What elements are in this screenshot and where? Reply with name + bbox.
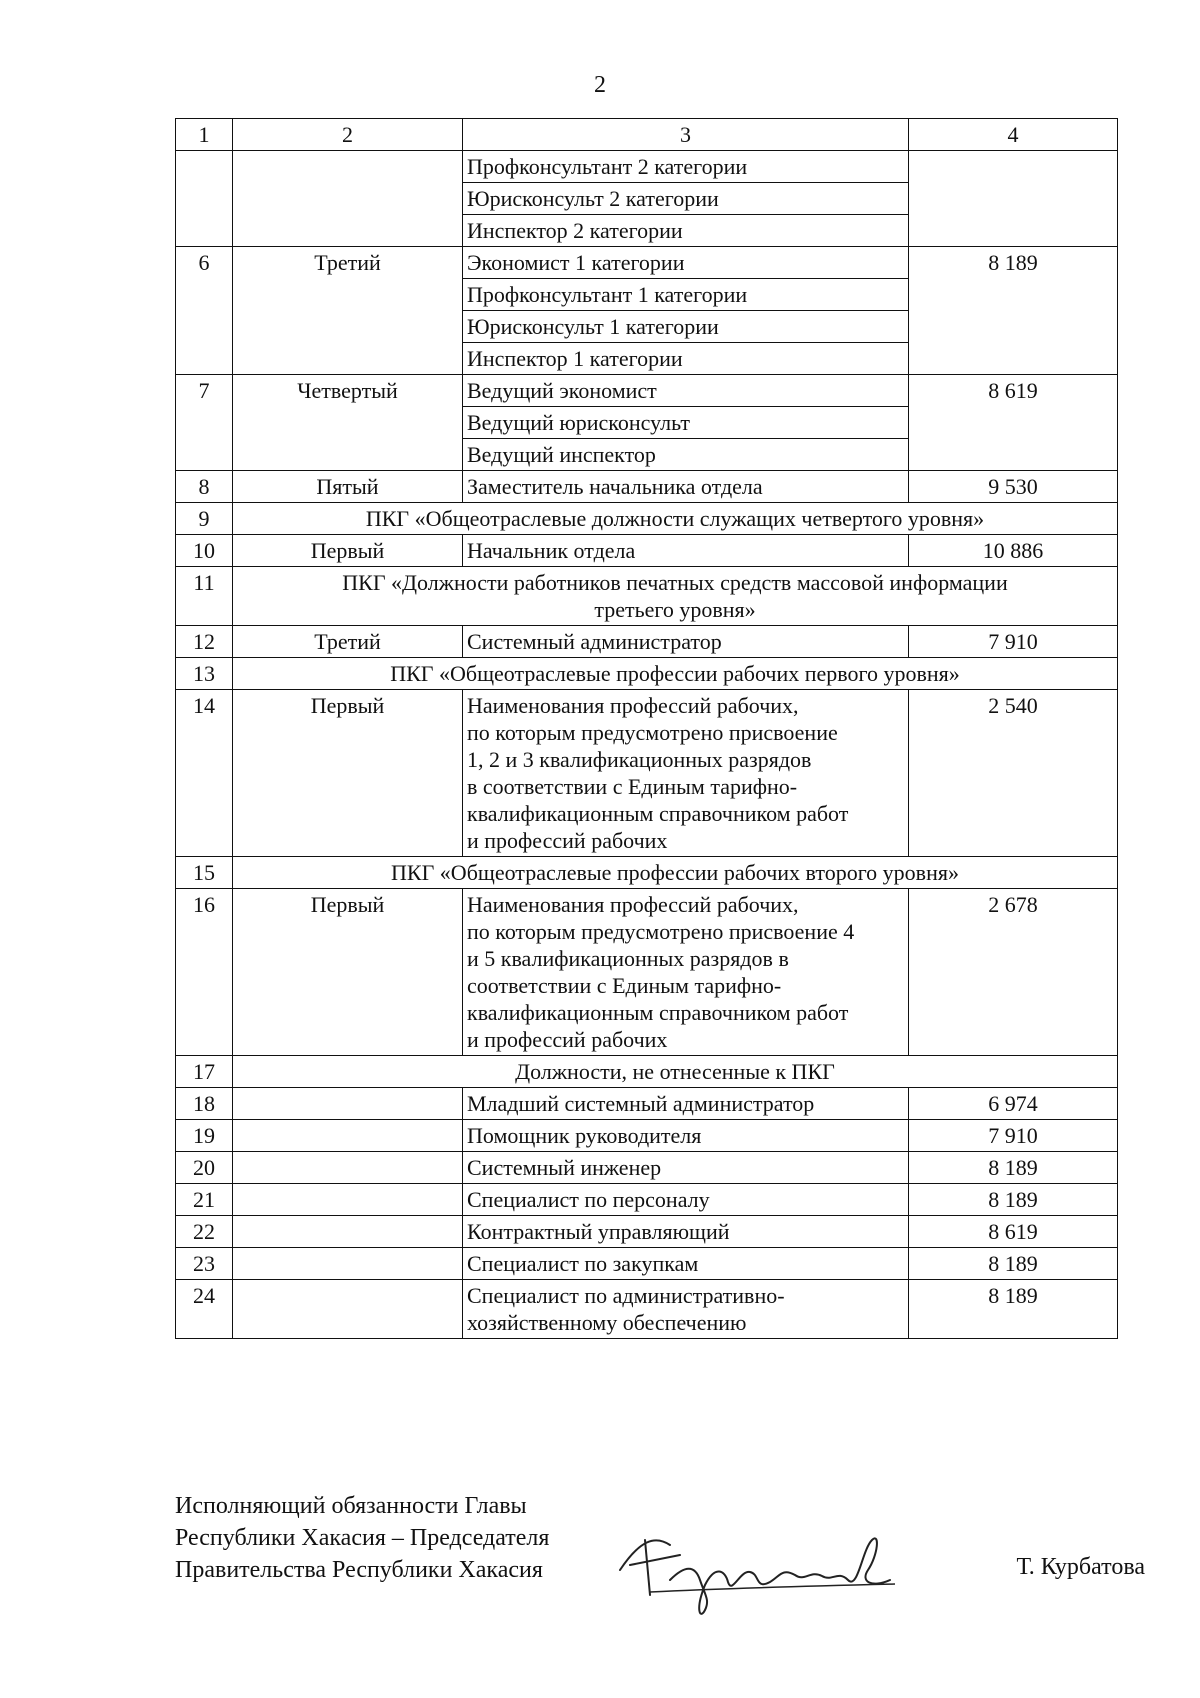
position-cell: Системный администратор: [463, 626, 909, 658]
number-cell: 24: [176, 1280, 233, 1339]
table-row: [176, 1088, 1118, 1120]
group-heading: ПКГ «Общеотраслевые должности служащих четвертого уровня»: [233, 503, 1118, 535]
position-line: и профессий рабочих: [467, 828, 668, 853]
level-cell: [233, 1280, 463, 1339]
position-line: и 5 квалификационных разрядов в: [467, 946, 789, 971]
level-cell: Третий: [233, 247, 463, 375]
level-cell: Первый: [233, 690, 463, 857]
position-cell: [463, 889, 909, 1056]
position-cell: Начальник отдела: [463, 535, 909, 567]
position-line: Специалист по административно-: [467, 1283, 785, 1308]
signature-block: [175, 1490, 1145, 1630]
table-row: [176, 471, 1118, 503]
level-cell: [233, 1248, 463, 1280]
salary-cell: 8 189: [909, 1184, 1118, 1216]
number-cell: 7: [176, 375, 233, 471]
position-cell: Профконсультант 1 категории: [463, 279, 909, 311]
page-number: 2: [594, 72, 606, 98]
table-row: [176, 626, 1118, 658]
group-row: [176, 567, 1118, 626]
number-cell: 19: [176, 1120, 233, 1152]
number-cell: 13: [176, 658, 233, 690]
table-row: [176, 151, 1118, 183]
level-cell: [233, 1120, 463, 1152]
number-cell: 22: [176, 1216, 233, 1248]
salary-cell: 2 540: [909, 690, 1118, 857]
position-cell: Профконсультант 2 категории: [463, 151, 909, 183]
table-row: [176, 690, 1118, 857]
level-cell: [233, 1184, 463, 1216]
level-cell: [233, 1216, 463, 1248]
group-heading: Должности, не отнесенные к ПКГ: [233, 1056, 1118, 1088]
salary-cell: 8 189: [909, 1280, 1118, 1339]
position-cell: Ведущий экономист: [463, 375, 909, 407]
position-cell: Младший системный администратор: [463, 1088, 909, 1120]
salary-cell: 9 530: [909, 471, 1118, 503]
signatory-title-line: Правительства Республики Хакасия: [175, 1557, 543, 1583]
number-cell: 8: [176, 471, 233, 503]
position-line: Наименования профессий рабочих,: [467, 693, 799, 718]
group-heading: ПКГ «Общеотраслевые профессии рабочих второго уровня»: [233, 857, 1118, 889]
position-line: по которым предусмотрено присвоение: [467, 720, 838, 745]
position-cell: Системный инженер: [463, 1152, 909, 1184]
salary-cell: 8 619: [909, 375, 1118, 471]
number-cell: 18: [176, 1088, 233, 1120]
number-cell: 14: [176, 690, 233, 857]
position-cell: Помощник руководителя: [463, 1120, 909, 1152]
position-cell: [463, 1280, 909, 1339]
table-row: [176, 889, 1118, 1056]
header-col-1: 1: [176, 119, 233, 151]
number-cell: [176, 151, 233, 247]
number-cell: 21: [176, 1184, 233, 1216]
position-cell: Заместитель начальника отдела: [463, 471, 909, 503]
number-cell: 12: [176, 626, 233, 658]
group-row: [176, 1056, 1118, 1088]
number-cell: 23: [176, 1248, 233, 1280]
header-col-4: 4: [909, 119, 1118, 151]
position-cell: Специалист по персоналу: [463, 1184, 909, 1216]
number-cell: 11: [176, 567, 233, 626]
position-cell: Ведущий инспектор: [463, 439, 909, 471]
salary-cell: 2 678: [909, 889, 1118, 1056]
signatory-title: [175, 1490, 549, 1586]
position-cell: Экономист 1 категории: [463, 247, 909, 279]
group-row: [176, 658, 1118, 690]
position-line: и профессий рабочих: [467, 1027, 668, 1052]
group-row: [176, 857, 1118, 889]
salary-cell: 7 910: [909, 626, 1118, 658]
salary-cell: 8 189: [909, 1248, 1118, 1280]
position-line: квалификационным справочником работ: [467, 801, 849, 826]
position-line: квалификационным справочником работ: [467, 1000, 849, 1025]
level-cell: Первый: [233, 889, 463, 1056]
position-line: хозяйственному обеспечению: [467, 1310, 747, 1335]
signatory-title-line: Республики Хакасия – Председателя: [175, 1525, 550, 1551]
table-row: [176, 1248, 1118, 1280]
salary-cell: 6 974: [909, 1088, 1118, 1120]
level-cell: Пятый: [233, 471, 463, 503]
salary-cell: 10 886: [909, 535, 1118, 567]
group-heading-line: ПКГ «Должности работников печатных средств массовой информации: [342, 570, 1008, 595]
table-row: [176, 1184, 1118, 1216]
number-cell: 10: [176, 535, 233, 567]
position-cell: Юрисконсульт 2 категории: [463, 183, 909, 215]
salary-cell: 8 189: [909, 1152, 1118, 1184]
salary-cell: 7 910: [909, 1120, 1118, 1152]
position-cell: Юрисконсульт 1 категории: [463, 311, 909, 343]
level-cell: [233, 1088, 463, 1120]
group-heading: [233, 567, 1118, 626]
salary-table: [175, 118, 1118, 1339]
header-row: [176, 119, 1118, 151]
position-line: Наименования профессий рабочих,: [467, 892, 799, 917]
salary-cell: 8 619: [909, 1216, 1118, 1248]
position-cell: [463, 690, 909, 857]
number-cell: 6: [176, 247, 233, 375]
level-cell: Первый: [233, 535, 463, 567]
number-cell: 20: [176, 1152, 233, 1184]
level-cell: Третий: [233, 626, 463, 658]
group-heading-line: третьего уровня»: [594, 597, 756, 622]
number-cell: 15: [176, 857, 233, 889]
number-cell: 16: [176, 889, 233, 1056]
signatory-title-line: Исполняющий обязанности Главы: [175, 1493, 527, 1519]
table-row: [176, 375, 1118, 407]
position-line: в соответствии с Единым тарифно-: [467, 774, 798, 799]
table-row: [176, 1216, 1118, 1248]
salary-cell: 8 189: [909, 247, 1118, 375]
header-col-2: 2: [233, 119, 463, 151]
position-cell: Инспектор 1 категории: [463, 343, 909, 375]
group-heading: ПКГ «Общеотраслевые профессии рабочих первого уровня»: [233, 658, 1118, 690]
position-cell: Ведущий юрисконсульт: [463, 407, 909, 439]
number-cell: 9: [176, 503, 233, 535]
table-row: [176, 1152, 1118, 1184]
position-line: соответствии с Единым тарифно-: [467, 973, 782, 998]
table-row: [176, 535, 1118, 567]
handwritten-signature: [610, 1510, 900, 1620]
position-line: 1, 2 и 3 квалификационных разрядов: [467, 747, 812, 772]
level-cell: [233, 151, 463, 247]
number-cell: 17: [176, 1056, 233, 1088]
level-cell: [233, 1152, 463, 1184]
position-cell: Инспектор 2 категории: [463, 215, 909, 247]
level-cell: Четвертый: [233, 375, 463, 471]
header-col-3: 3: [463, 119, 909, 151]
position-cell: Контрактный управляющий: [463, 1216, 909, 1248]
salary-cell: [909, 151, 1118, 247]
group-row: [176, 503, 1118, 535]
table-row: [176, 1280, 1118, 1339]
signatory-name: Т. Курбатова: [1016, 1554, 1145, 1580]
position-cell: Специалист по закупкам: [463, 1248, 909, 1280]
table-row: [176, 247, 1118, 279]
table-row: [176, 1120, 1118, 1152]
position-line: по которым предусмотрено присвоение 4: [467, 919, 855, 944]
